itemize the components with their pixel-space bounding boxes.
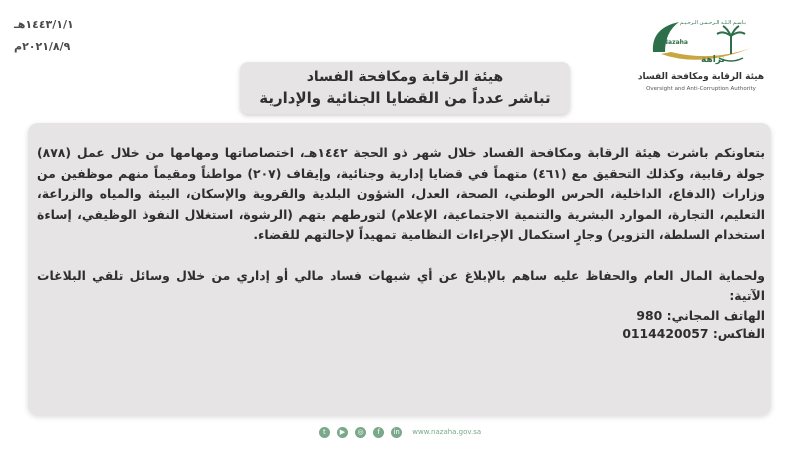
facebook-icon[interactable]: f xyxy=(373,427,384,438)
footer xyxy=(0,421,799,441)
body-text xyxy=(37,143,765,343)
fax-line: الفاكس: 0114420057 xyxy=(622,325,765,341)
contact-list xyxy=(37,307,765,343)
nazaha-logo xyxy=(631,8,771,108)
logo-nazaha-en: Nazaha xyxy=(663,39,688,46)
title-banner xyxy=(240,62,570,114)
social-icons xyxy=(318,422,403,441)
date-block xyxy=(14,14,124,58)
logo-org-name-ar: هيئة الرقابة ومكافحة الفساد xyxy=(637,72,765,82)
date-hijri: ١٤٤٣/١/١هـ xyxy=(14,18,74,31)
logo-org-name-en: Oversight and Anti-Corruption Authority xyxy=(646,86,756,92)
date-gregorian: ٢٠٢١/٨/٩م xyxy=(14,40,71,53)
instagram-icon[interactable]: ◎ xyxy=(355,427,366,438)
paragraph-2: ولحماية المال العام والحفاظ عليه ساهم بالإبلاغ عن أي شبهات فساد مالي أو إداري من خلال وسائل تلقي البلاغات الآتية: xyxy=(37,267,765,303)
twitter-icon[interactable]: t xyxy=(319,427,330,438)
phone-line: الهاتف المجاني: 980 xyxy=(636,307,765,323)
linkedin-icon[interactable]: in xyxy=(391,427,402,438)
content-box xyxy=(28,123,771,415)
logo-top-text: بـاسـم الـلـه الـرحـمـن الـرحـيـم xyxy=(679,20,747,26)
logo-nazaha-ar: نزاهة xyxy=(701,55,725,65)
title-line-1: هيئة الرقابة ومكافحة الفساد xyxy=(306,69,504,85)
paragraph-1: بتعاونكم باشرت هيئة الرقابة ومكافحة الفساد خلال شهر ذو الحجة ١٤٤٢هـ، اختصاصاتها ومهامها من خلال عمل (٨٧٨) جولة رقابية، وكذلك التحقيق مع (٤٦١) متهماً في قضايا إدارية وجنائية، وإيقاف (٢٠٧) مواطناً ومقيماً منهم موظفين من وزارات (الدفاع، الداخلية، الحرس الوطني، الصحة، العدل، الشؤون البلدية والقروية والإسكان، البيئة والمياه والزراعة، التعليم، التجارة، الموارد البشرية والتنمية الاجتماعية، الإعلام) لتورطهم بتهم (الرشوة، استغلال النفوذ الوظيفي، إساءة استخدام السلطة، التزوير) وجارٍ استكمال الإجراءات النظامية تمهيداً لإحالتهم للقضاء. xyxy=(37,145,766,242)
title-line-2: تباشر عدداً من القضايا الجنائية والإدارية xyxy=(259,89,551,107)
youtube-icon[interactable]: ▶ xyxy=(337,427,348,438)
website-link[interactable]: www.nazaha.gov.sa xyxy=(412,427,482,436)
